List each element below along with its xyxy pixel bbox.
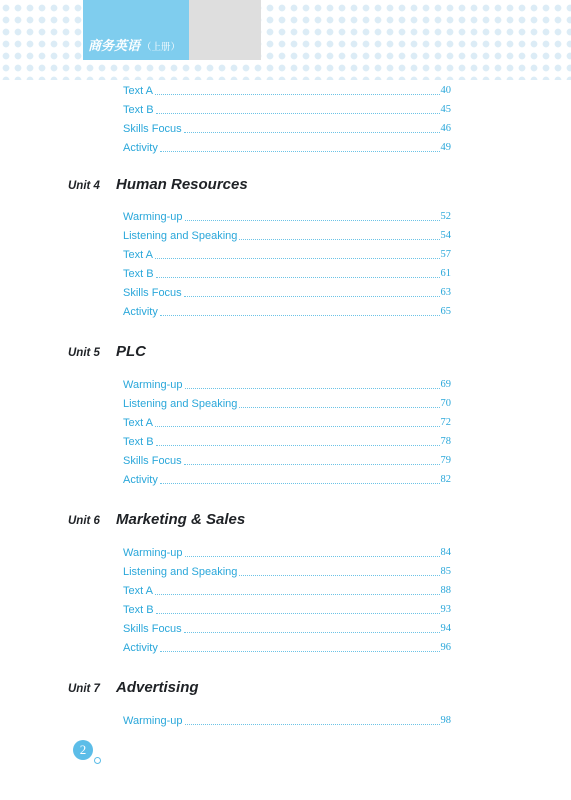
toc-entry[interactable] [123,544,451,560]
unit-label: Unit 7 [68,683,100,695]
dot-leader [155,594,440,595]
dot-leader [185,220,440,221]
toc-entry-page: 72 [440,417,451,428]
unit-heading [68,511,245,533]
toc-entry-title: Skills Focus [123,623,182,635]
toc-entry-page: 54 [440,230,451,241]
page-number-badge: 2 [73,740,93,760]
page-number-dot [94,757,101,764]
unit-title: Advertising [116,679,199,696]
toc-entry-title: Text B [123,268,154,280]
unit-title: Marketing & Sales [116,511,246,528]
toc-entry[interactable] [123,563,451,579]
dot-leader [160,315,440,316]
toc-entry-title: Listening and Speaking [123,566,238,578]
toc-entry-title: Text B [123,104,154,116]
unit-heading [68,176,248,198]
dot-leader [185,388,440,389]
dot-leader [155,426,440,427]
dot-leader [160,151,440,152]
toc-entry[interactable] [123,601,451,617]
book-title-text: 商务英语 [88,38,141,53]
toc-entry-page: 46 [440,123,451,134]
toc-entry-title: Text A [123,85,153,97]
toc-entry[interactable] [123,265,451,281]
dot-leader [155,258,440,259]
toc-entry-page: 70 [440,398,451,409]
toc-entry[interactable] [123,303,451,319]
dot-leader [156,613,440,614]
toc-entry-title: Text A [123,585,153,597]
toc-entry[interactable] [123,452,451,468]
toc-entry-page: 49 [440,142,451,153]
toc-entry[interactable] [123,139,451,155]
toc-entry-title: Skills Focus [123,455,182,467]
toc-entry-page: 69 [440,379,451,390]
toc-entry[interactable] [123,582,451,598]
unit-heading [68,679,199,701]
toc-entry-page: 78 [440,436,451,447]
dot-leader [184,132,440,133]
toc-entry-page: 52 [440,211,451,222]
toc-entry[interactable] [123,376,451,392]
toc-entry-title: Activity [123,474,158,486]
dot-leader [156,113,440,114]
toc-entry-title: Warming-up [123,547,183,559]
dot-leader [184,464,440,465]
dot-leader [239,239,439,240]
toc-entry[interactable] [123,227,451,243]
toc-entry-title: Activity [123,642,158,654]
toc-entry[interactable] [123,82,451,98]
toc-entry-title: Warming-up [123,211,183,223]
dot-leader [155,94,440,95]
dot-leader [239,407,439,408]
dot-leader [160,483,440,484]
dot-leader [184,296,440,297]
dot-leader [184,632,440,633]
toc-entry-page: 57 [440,249,451,260]
toc-entry-title: Skills Focus [123,287,182,299]
toc-entry[interactable] [123,120,451,136]
toc-entry-title: Activity [123,306,158,318]
toc-entry-title: Text A [123,417,153,429]
unit-title: PLC [116,343,146,360]
toc-entry[interactable] [123,414,451,430]
toc-entry[interactable] [123,433,451,449]
dot-leader [185,724,440,725]
toc-entry[interactable] [123,284,451,300]
unit-heading [68,343,146,365]
unit-label: Unit 4 [68,180,100,192]
unit-label: Unit 5 [68,347,100,359]
toc-entry-page: 82 [440,474,451,485]
toc-entry-title: Listening and Speaking [123,398,238,410]
dot-leader [185,556,440,557]
dot-leader [160,651,440,652]
toc-entry-page: 85 [440,566,451,577]
unit-title: Human Resources [116,176,248,193]
toc-entry-page: 96 [440,642,451,653]
toc-entry-title: Warming-up [123,379,183,391]
toc-entry-page: 45 [440,104,451,115]
header-gray-tab [189,0,261,60]
toc-entry[interactable] [123,620,451,636]
toc-entry[interactable] [123,471,451,487]
unit-label: Unit 6 [68,515,100,527]
toc-entry-title: Activity [123,142,158,154]
toc-entry-page: 79 [440,455,451,466]
dot-leader [156,445,440,446]
toc-entry-page: 40 [440,85,451,96]
toc-entry-page: 61 [440,268,451,279]
toc-entry[interactable] [123,246,451,262]
toc-entry[interactable] [123,639,451,655]
toc-entry[interactable] [123,395,451,411]
book-title [88,38,180,54]
toc-entry-title: Text B [123,604,154,616]
toc-entry-title: Text A [123,249,153,261]
toc-entry-title: Warming-up [123,715,183,727]
toc-entry-title: Listening and Speaking [123,230,238,242]
toc-entry-page: 94 [440,623,451,634]
toc-entry-page: 98 [440,715,451,726]
toc-entry-page: 88 [440,585,451,596]
toc-entry-page: 84 [440,547,451,558]
book-volume: （上册） [142,42,181,53]
dot-leader [239,575,439,576]
dot-leader [156,277,440,278]
toc-entry[interactable] [123,712,451,728]
toc-entry[interactable] [123,208,451,224]
toc-entry-page: 63 [440,287,451,298]
toc-entry-title: Text B [123,436,154,448]
toc-entry-title: Skills Focus [123,123,182,135]
toc-entry[interactable] [123,101,451,117]
toc-entry-page: 93 [440,604,451,615]
toc-entry-page: 65 [440,306,451,317]
